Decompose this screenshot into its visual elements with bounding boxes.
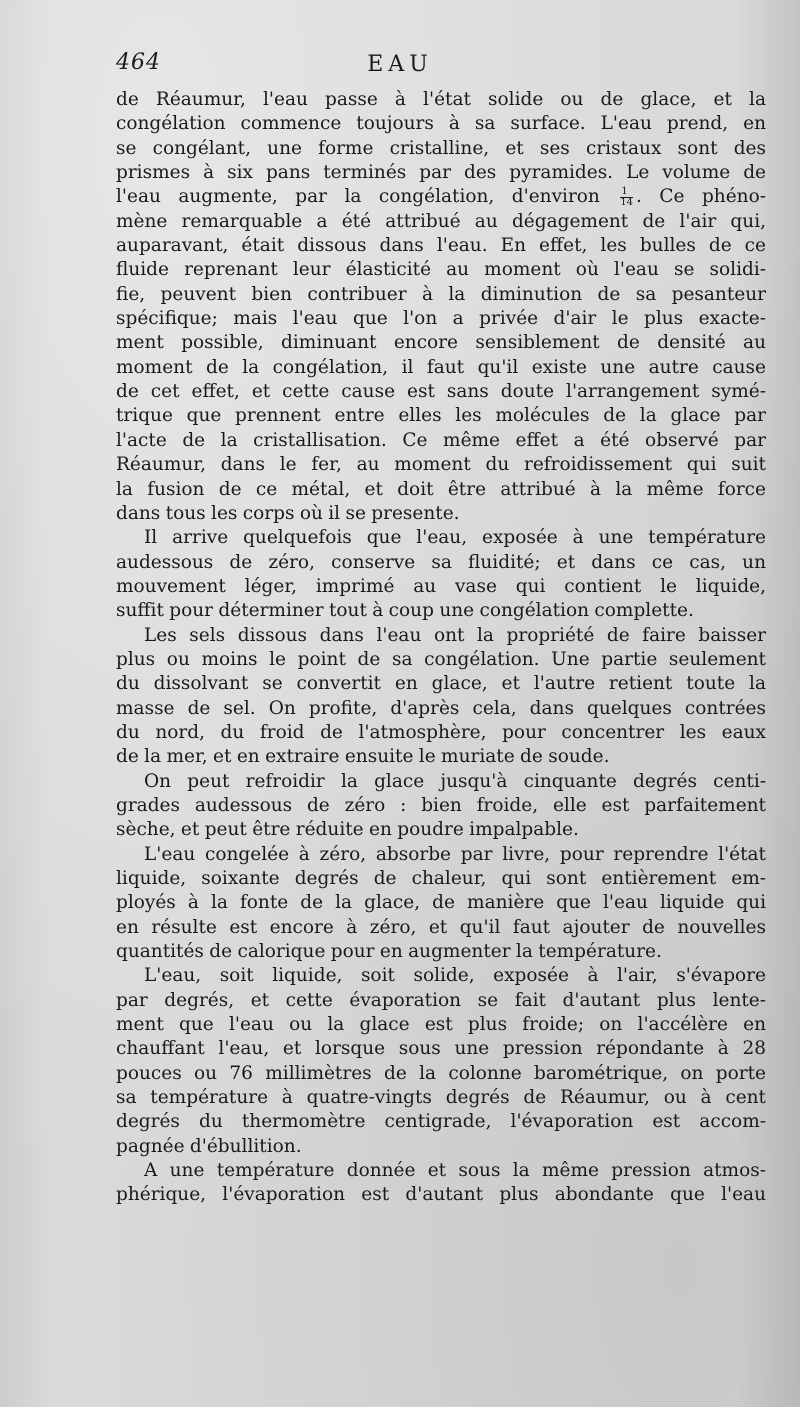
text-line: chauffant l'eau, et lorsque sous une pression répondante à 28 — [116, 1038, 766, 1060]
text-line: du dissolvant se convertit en glace, et l'autre retient toute la — [116, 673, 766, 695]
text-line: dans tous les corps où il se presente. — [116, 502, 460, 524]
fraction-numerator: 1 — [620, 187, 633, 198]
text-line: A une température donnée et sous la même pression atmos- — [144, 1160, 766, 1182]
text-line: audessous de zéro, conserve sa fluidité; et dans ce cas, un — [116, 551, 766, 573]
text-line: masse de sel. On profite, d'après cela, dans quelques contrées — [116, 697, 766, 719]
text-line-with-fraction — [116, 185, 766, 209]
body-text — [116, 88, 766, 1208]
text-line: mouvement léger, imprimé au vase qui contient le liquide, — [116, 575, 766, 597]
text-segment: l'eau augmente, par la congélation, d'environ — [116, 186, 600, 208]
text-line: Les sels dissous dans l'eau ont la propriété de faire baisser — [144, 624, 766, 646]
text-line: Réaumur, dans le fer, au moment du refroidissement qui suit — [116, 454, 766, 476]
text-line: liquide, soixante degrés de chaleur, qui sont entièrement em- — [116, 868, 766, 889]
text-line: fie, peuvent bien contribuer à la diminution de sa pesanteur — [116, 283, 766, 305]
text-line: L'eau, soit liquide, soit solide, exposée à l'air, s'évapore — [144, 965, 766, 987]
text-line: degrés du thermomètre centigrade, l'évaporation est accom- — [116, 1111, 766, 1133]
page-number: 464 — [116, 50, 161, 75]
text-segment: . Ce phéno- — [636, 186, 766, 208]
text-line: de Réaumur, l'eau passe à l'état solide ou de glace, et la — [116, 89, 766, 110]
text-line: ment que l'eau ou la glace est plus froide; on l'accélère en — [116, 1014, 766, 1036]
text-line: sa température à quatre-vingts degrés de Réaumur, ou à cent — [116, 1087, 766, 1109]
text-line: se congélant, une forme cristalline, et ses cristaux sont des — [116, 137, 766, 159]
text-line: plus ou moins le point de sa congélation. Une partie seulement — [116, 648, 766, 670]
text-line: par degrés, et cette évaporation se fait d'autant plus lente- — [116, 989, 766, 1011]
running-title: EAU — [367, 52, 433, 77]
text-line: en résulte est encore à zéro, et qu'il faut ajouter de nouvelles — [116, 916, 766, 938]
text-line: congélation commence toujours à sa surface. L'eau prend, en — [116, 113, 766, 135]
text-line: Il arrive quelquefois que l'eau, exposée à une température — [144, 527, 766, 549]
text-line: grades audessous de zéro : bien froide, elle est parfaitement — [116, 794, 766, 816]
text-line: moment de la congélation, il faut qu'il existe une autre cause — [116, 356, 766, 378]
text-line: la fusion de ce métal, et doit être attribué à la même force — [116, 478, 766, 500]
text-line: spécifique; mais l'eau que l'on a privée d'air le plus exacte- — [116, 308, 766, 330]
text-line: mène remarquable a été attribué au dégagement de l'air qui, — [116, 210, 766, 232]
text-line: auparavant, était dissous dans l'eau. En effet, les bulles de ce — [116, 235, 766, 257]
text-line: L'eau congelée à zéro, absorbe par livre, pour reprendre l'état — [144, 843, 766, 865]
text-line: suffit pour déterminer tout à coup une congélation complette. — [116, 600, 694, 622]
text-line: phérique, l'évaporation est d'autant plus abondante que l'eau — [116, 1184, 766, 1206]
text-line: trique que prennent entre elles les molécules de la glace par — [116, 405, 766, 427]
text-line: On peut refroidir la glace jusqu'à cinquante degrés centi- — [144, 770, 766, 792]
text-line: quantités de calorique pour en augmenter la température. — [116, 941, 662, 963]
text-line: prismes à six pans terminés par des pyramides. Le volume de — [116, 162, 766, 184]
text-line: pouces ou 76 millimètres de la colonne barométrique, on porte — [116, 1062, 766, 1084]
text-line: l'acte de la cristallisation. Ce même effet a été observé par — [116, 429, 766, 451]
text-line: sèche, et peut être réduite en poudre impalpable. — [116, 819, 579, 841]
text-line: du nord, du froid de l'atmosphère, pour concentrer les eaux — [116, 721, 766, 743]
text-line: de la mer, et en extraire ensuite le muriate de soude. — [116, 746, 610, 768]
text-line: de cet effet, et cette cause est sans doute l'arrangement symé- — [116, 381, 766, 403]
text-line: ment possible, diminuant encore sensiblement de densité au — [116, 332, 766, 354]
text-line: ployés à la fonte de la glace, de manière que l'eau liquide qui — [116, 892, 766, 914]
fraction-denominator: 14 — [620, 196, 634, 208]
fraction — [620, 187, 633, 208]
text-line: pagnée d'ébullition. — [116, 1135, 302, 1157]
text-line: fluide reprenant leur élasticité au moment où l'eau se solidi- — [116, 259, 766, 281]
